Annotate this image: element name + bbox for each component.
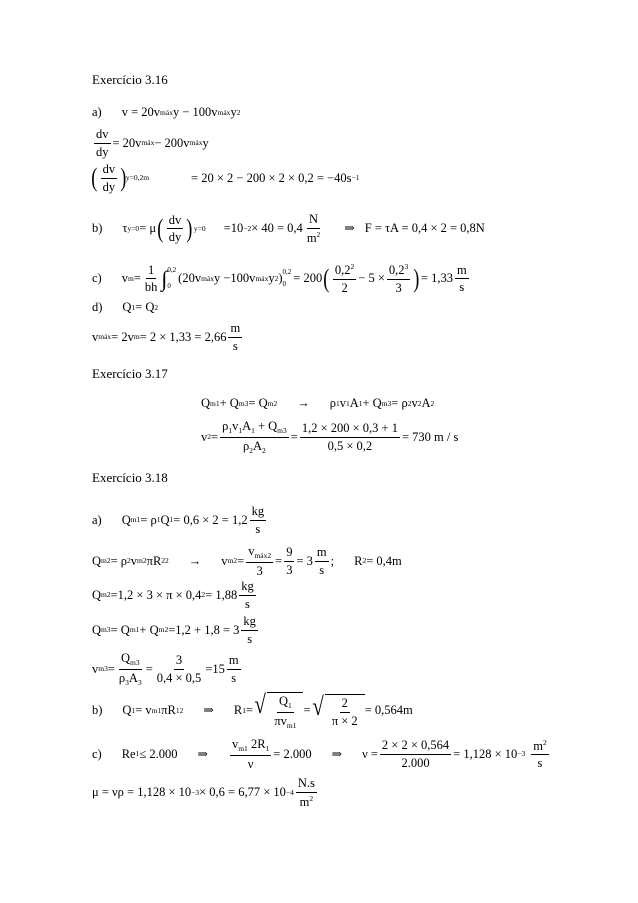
ex316-c: c) v m = $\frac{1}{bh}$ ∫ 0,2 0 (20v máx y −100v máx y 2 ) 0,2 0 = 200 ( $\frac{0,2^2}{2}$ − 5 × $\frac{0,2^3}{3}$ ) = 1,33 $\frac{m}{s}$ — [92, 262, 467, 295]
math-text: a) — [92, 512, 102, 527]
math-text: 2 — [262, 445, 266, 455]
math-text: m2 — [267, 398, 278, 408]
math-text: 3 — [286, 562, 293, 577]
math-text: m3 — [381, 398, 392, 408]
math-text: kg — [239, 580, 256, 596]
math-text: m3 — [98, 664, 108, 674]
math-text: ρ — [243, 438, 250, 453]
ex316-d — [92, 301, 158, 314]
math-text: = μ — [139, 221, 157, 236]
math-text: ⇒ — [331, 746, 343, 761]
math-text: 2 — [274, 273, 279, 283]
fraction — [94, 128, 111, 158]
math-text: m — [227, 654, 241, 670]
math-text: = — [107, 661, 115, 676]
math-text: A — [242, 419, 252, 433]
math-text: A — [349, 396, 359, 410]
math-text: = Q — [110, 622, 130, 637]
math-text: 2 — [127, 556, 131, 566]
math-text: máx — [98, 332, 112, 342]
math-text: Q — [92, 622, 102, 637]
math-text: m3 — [277, 426, 287, 435]
math-text: 2 — [407, 398, 412, 408]
math-text: Q — [122, 300, 132, 314]
math-text: π × 2 — [331, 713, 358, 728]
math-text: 2 — [161, 556, 166, 566]
math-text: 1,2 × 200 × 0,3 + 1 — [300, 422, 400, 438]
math-text: v — [339, 396, 346, 410]
math-text: = — [275, 553, 283, 568]
math-text: πR — [146, 553, 162, 568]
math-text: = 200 — [293, 271, 323, 286]
math-text: 0,2 — [388, 263, 405, 277]
math-text: 0,2 — [334, 263, 351, 277]
math-text: 9 — [284, 546, 294, 562]
math-text: m — [455, 264, 469, 280]
math-text: m — [228, 322, 242, 338]
math-text: m1 — [151, 705, 162, 715]
math-text: m — [315, 546, 329, 562]
math-text: 2 — [154, 302, 159, 312]
math-text: 2 — [430, 398, 435, 408]
math-text: Q — [279, 694, 289, 708]
math-text: = 20 × 2 − 200 × 2 × 0,2 = −40s — [191, 170, 352, 185]
ex317-l1 — [201, 397, 434, 410]
math-text: m3 — [238, 398, 249, 408]
math-text: m1 — [130, 515, 141, 525]
math-text: máx — [160, 107, 173, 117]
math-text: = 0,6 × 2 = 1,2 — [173, 512, 248, 527]
math-text: v = 20v — [121, 105, 161, 119]
math-text: dv — [94, 128, 111, 144]
math-text: = 2.000 — [273, 746, 312, 761]
math-text: R — [354, 553, 363, 568]
math-text: v — [231, 737, 239, 751]
ex318-d — [92, 777, 319, 808]
sqrt-symbol: √ $\frac{Q_1}{\pi v_{m1}}$ — [253, 692, 303, 729]
math-text: s — [319, 562, 325, 577]
math-text: 0 — [167, 281, 171, 290]
math-text: 2 — [542, 737, 547, 747]
math-text: 3 — [395, 280, 402, 295]
sqrt-symbol: √ $\frac{2}{\pi \times 2}$ — [311, 694, 365, 727]
math-text: ρ — [222, 419, 229, 433]
ex316-a-eq1 — [92, 106, 240, 119]
math-text: −4 — [285, 787, 294, 797]
math-text: = — [133, 271, 141, 286]
math-text: v — [130, 553, 138, 568]
math-text: 2R — [247, 737, 266, 751]
math-text: dv — [167, 214, 184, 230]
math-text: m — [299, 794, 310, 809]
math-text: 2 — [201, 590, 206, 600]
math-text: c) — [92, 746, 102, 761]
math-text: Re — [121, 746, 136, 761]
math-text: m1 — [210, 398, 220, 408]
math-text: 2 — [341, 280, 348, 295]
math-text: y — [230, 105, 237, 119]
math-text: = 1,33 — [420, 271, 453, 286]
math-text: kg — [241, 615, 258, 631]
math-text: 0,5 × 0,2 — [327, 438, 373, 453]
math-text: 1 — [242, 705, 246, 715]
math-text: v — [92, 329, 99, 344]
math-text: 3 — [137, 677, 142, 687]
math-text: 1 — [131, 705, 136, 715]
math-text: 1 — [156, 515, 161, 525]
ex318-b — [92, 692, 413, 729]
math-text: 2.000 — [401, 755, 430, 770]
math-text: (20v — [178, 271, 202, 286]
math-text: m1 — [129, 625, 140, 635]
math-text: → — [297, 396, 310, 410]
math-text: + Q — [139, 622, 159, 637]
math-text: kg — [250, 505, 267, 521]
math-text: s — [459, 280, 465, 294]
math-text: 1 — [238, 426, 243, 435]
math-text: = — [145, 661, 153, 676]
math-text: m2 — [227, 556, 238, 566]
math-text: y − 100v — [172, 105, 218, 119]
math-text: m1 — [286, 720, 297, 730]
math-text: 2 × 2 × 0,564 — [380, 739, 451, 755]
math-text: máx2 — [254, 551, 272, 560]
math-text: máx — [201, 273, 214, 283]
math-text: ρ — [329, 396, 336, 410]
math-text: πR — [161, 703, 176, 718]
math-text: 2 — [165, 556, 169, 566]
math-text: μ = νρ = 1,128 × 10 — [92, 785, 192, 800]
math-text: ≤ 2.000 — [139, 746, 178, 761]
math-text: 1 — [135, 749, 140, 759]
math-text: = 0,4m — [366, 553, 402, 568]
ex318-a3 — [92, 580, 258, 610]
math-text: m — [127, 273, 134, 283]
ex317-l2 — [201, 420, 458, 454]
math-text: = — [237, 553, 245, 568]
math-text: 2 — [309, 793, 314, 803]
math-text: y — [268, 271, 275, 286]
math-text: πv — [274, 713, 287, 728]
math-text: dy — [102, 179, 116, 194]
math-text: s — [245, 596, 250, 611]
math-text: m3 — [130, 658, 140, 667]
math-text: s — [231, 670, 237, 685]
heading-ex318: Exercício 3.18 — [92, 470, 168, 485]
math-text: v — [232, 419, 239, 433]
math-text: 1 — [251, 426, 255, 435]
math-text: A — [128, 670, 138, 685]
math-text: F = τA = 0,4 × 2 = 0,8N — [364, 221, 485, 236]
math-text: y — [202, 135, 209, 150]
math-text: v — [92, 661, 99, 676]
math-text: ν = — [362, 746, 378, 761]
ex318-a5 — [92, 652, 243, 686]
math-text: τ — [122, 221, 128, 236]
math-text: 3 — [174, 654, 184, 670]
math-text: = v — [135, 703, 152, 718]
math-text: Q — [92, 553, 102, 568]
math-text: Q — [160, 512, 170, 527]
math-text: 0,2 — [282, 267, 292, 276]
ex316-a-eq2 — [92, 128, 209, 158]
ex318-a2 — [92, 545, 402, 577]
math-text: 2 — [350, 262, 355, 271]
math-text: 1 — [265, 744, 270, 753]
math-text: =1,2 × 3 × π × 0,4 — [110, 587, 202, 602]
math-text: 2 — [179, 705, 184, 715]
math-text: =15 — [205, 661, 225, 676]
math-text: v — [121, 271, 128, 286]
math-text: v — [248, 544, 255, 558]
math-text: 1 — [131, 302, 136, 312]
math-text: v — [221, 553, 228, 568]
math-text: = 1,88 — [205, 587, 238, 602]
math-text: × 40 = 0,4 — [251, 221, 303, 236]
math-text: = 20v — [112, 135, 142, 150]
math-text: m — [533, 738, 543, 753]
math-text: = Q — [135, 300, 155, 314]
math-text: m2 — [137, 556, 147, 566]
math-text: b) — [92, 221, 103, 236]
math-text: dy — [96, 144, 109, 159]
heading-ex316: Exercício 3.16 — [92, 72, 168, 87]
math-text: ν — [247, 756, 254, 771]
math-text: 2 — [316, 229, 321, 239]
math-text: 1 — [175, 705, 180, 715]
math-text: 1 — [288, 701, 292, 710]
ex318-a4 — [92, 615, 260, 645]
math-text: s — [537, 756, 543, 770]
math-text: ⇒ — [344, 221, 355, 236]
math-text: y=0 — [127, 223, 140, 233]
math-text: 1 — [228, 426, 233, 435]
math-text: = 2 × 1,33 = 2,66 — [139, 329, 227, 344]
math-text: Q — [121, 512, 131, 527]
math-text: − 5 × — [358, 271, 385, 286]
ex318-a1 — [92, 505, 268, 535]
math-text: 3 — [404, 262, 409, 271]
math-text: ⇒ — [203, 703, 214, 718]
math-text: dv — [101, 163, 118, 179]
math-text: = — [303, 703, 311, 718]
math-text: −3 — [191, 787, 200, 797]
math-text: N.s — [296, 777, 317, 793]
math-text: a) — [92, 105, 102, 119]
math-text: dy — [168, 230, 182, 244]
math-text: Q — [92, 587, 102, 602]
math-text: máx — [217, 107, 231, 117]
math-text: A — [421, 396, 431, 410]
math-text: 3 — [125, 677, 129, 687]
math-text: 1 — [335, 398, 340, 408]
ex318-c — [92, 738, 551, 770]
math-text: máx — [141, 138, 155, 148]
math-text: m1 — [238, 744, 248, 753]
heading-ex317: Exercício 3.17 — [92, 366, 168, 381]
math-text: m3 — [101, 625, 111, 635]
math-text: s — [247, 631, 253, 646]
math-text: = 0,564m — [364, 703, 413, 718]
math-text: 2 — [417, 398, 422, 408]
math-text: 1 — [169, 515, 174, 525]
math-text: s — [232, 338, 238, 353]
math-text: + Q — [254, 419, 278, 433]
math-text: −3 — [517, 749, 526, 759]
math-text: v — [201, 429, 208, 444]
math-text: =10 — [223, 221, 244, 236]
math-text: bh — [144, 280, 158, 294]
math-text: m — [133, 332, 140, 342]
math-text: + Q — [219, 396, 239, 410]
math-text: y −100v — [214, 271, 256, 286]
math-text: 1 — [358, 398, 363, 408]
math-text: 2 — [236, 107, 241, 117]
math-text: + Q — [362, 396, 382, 410]
math-text: = ρ — [110, 553, 128, 568]
math-text: =1,2 + 1,8 = 3 — [168, 622, 240, 637]
math-text: y=0 — [193, 223, 206, 233]
math-text: ρ — [118, 670, 126, 685]
math-text: m2 — [101, 556, 111, 566]
math-text: N — [307, 213, 320, 229]
math-text: v — [411, 396, 418, 410]
math-text: = 3 — [296, 553, 313, 568]
math-text: 0 — [282, 279, 287, 288]
math-text: 2 — [249, 445, 254, 455]
math-text: A — [253, 438, 263, 453]
math-text: Q — [120, 651, 131, 665]
math-text: s — [255, 521, 261, 536]
math-text: −2 — [243, 223, 252, 233]
math-text: − 200v — [154, 135, 190, 150]
math-text: 2 — [207, 432, 211, 442]
math-text: 1 — [146, 264, 156, 280]
math-text: 2 — [340, 697, 350, 713]
math-text: R — [233, 703, 243, 718]
math-text: = — [245, 703, 254, 718]
math-text: b) — [92, 703, 103, 718]
math-text: m — [306, 230, 317, 245]
math-text: = 1,128 × 10 — [453, 746, 518, 761]
math-text: ⇒ — [197, 746, 208, 761]
math-text: m2 — [158, 625, 169, 635]
ex316-a-eval: ( $\frac{dv}{dy}$ ) y=0,2m = 20 × 2 − 200 × 2 × 0,2 = −40s −1 — [91, 162, 360, 194]
math-text: = 2v — [111, 329, 134, 344]
math-text: Q — [122, 703, 132, 718]
math-text: Q — [201, 396, 211, 410]
math-text: = ρ — [140, 512, 157, 527]
math-text: 2 — [362, 556, 367, 566]
math-text: 3 — [256, 563, 263, 578]
math-text: máx — [255, 273, 269, 283]
math-text: = 730 m / s — [401, 429, 459, 444]
math-text: 0,4 × 0,5 — [156, 670, 202, 685]
math-text: y=0,2m — [125, 173, 150, 183]
ex316-b: b) τ y=0 = μ ( $\frac{dv}{dy}$ ) y=0 =10 −2 × 40 = 0,4 $\frac{N}{m^2}$ ⇒ F = τA = 0,4 × 2 = 0,8N — [92, 212, 485, 245]
math-text: = — [290, 429, 298, 444]
ex316-d2 — [92, 322, 244, 352]
math-text: m2 — [101, 590, 111, 600]
math-text: → — [188, 553, 202, 568]
math-text: −1 — [351, 173, 360, 183]
math-text: máx — [189, 138, 203, 148]
math-text: ) — [278, 271, 283, 286]
math-text: = ρ — [391, 396, 408, 410]
math-text: ; — [330, 553, 335, 568]
math-text: 1 — [345, 398, 350, 408]
math-text: c) — [92, 271, 102, 286]
math-text: d) — [92, 300, 103, 314]
math-text: × 0,6 = 6,77 × 10 — [199, 785, 286, 800]
math-text: = Q — [248, 396, 268, 410]
math-text: = — [211, 429, 219, 444]
math-text: 0,2 — [167, 265, 177, 274]
